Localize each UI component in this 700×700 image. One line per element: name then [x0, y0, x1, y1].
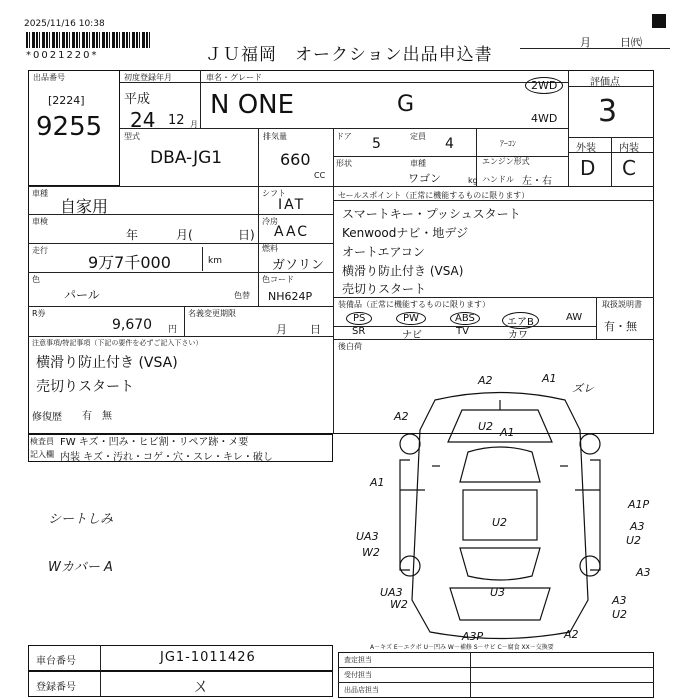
capacity-label: 定員	[410, 132, 426, 141]
body-type: ワゴン	[408, 172, 441, 185]
registration-year: 24	[130, 108, 156, 132]
chassis-number: JG1-1011426	[160, 650, 256, 665]
name-change-label: 名義変更期限	[188, 309, 236, 318]
handle-value: 左・右	[522, 176, 552, 187]
svg-text:U2: U2	[492, 516, 508, 529]
displacement-unit: CC	[314, 171, 326, 180]
doors: 5	[372, 136, 381, 152]
equip-pw: PW	[396, 312, 426, 325]
interior-grade: C	[622, 156, 636, 180]
repair-value: 有	[82, 411, 92, 422]
form-title: ＪＵ福岡 オークション出品申込書	[205, 45, 493, 65]
shift: IAT	[278, 197, 306, 213]
fuel: ガソリン	[272, 258, 325, 273]
drive-alt: 4WD	[531, 112, 558, 125]
legend-label-1: 検査員	[30, 437, 54, 446]
repair-label: 修復歴	[32, 412, 62, 423]
legend-row-2: 内装 キズ・汚れ・コゲ・穴・スレ・キレ・破し	[60, 452, 273, 463]
fuel-label: 燃料	[262, 244, 278, 253]
svg-text:A2: A2	[564, 628, 579, 641]
exterior-grade: D	[580, 156, 596, 180]
inspection-label: 車検	[32, 217, 48, 226]
vehicle-name-label: 車名・グレード	[206, 73, 262, 82]
equip-abs: ABS	[450, 312, 480, 325]
svg-text:U3: U3	[490, 586, 506, 599]
inspector-label: 査定担当	[344, 656, 372, 664]
diagram-legend: A－キズ E－エクボ U－凹み W－補修 S－サビ C－腐食 XX－交換要	[370, 644, 554, 651]
reg-mark: ㄨ	[192, 676, 210, 697]
color-change-label: 色替	[234, 291, 250, 300]
svg-text:A3: A3	[630, 520, 645, 533]
handwritten-note-2: Wカバー A	[48, 560, 113, 575]
model-label: 型式	[124, 132, 140, 141]
reg-label: 登録番号	[36, 682, 76, 693]
capacity: 4	[445, 136, 454, 152]
rep-label: 出品店担当	[344, 686, 379, 694]
barcode	[26, 32, 150, 48]
equip-sr: SR	[352, 326, 366, 337]
receipt-label: 受付担当	[344, 671, 372, 679]
barcode-number: *0021220*	[26, 50, 99, 61]
body-label: 車種	[410, 159, 426, 168]
svg-text:A1: A1	[542, 372, 557, 385]
equip-ps: PS	[346, 312, 372, 325]
color: パール	[64, 288, 100, 302]
shift-label: シフト	[262, 189, 286, 198]
notes-label: 注意事項/特記事項（下記の要件を必ずご記入下さい）	[32, 339, 203, 347]
shape-label: 形状	[336, 159, 352, 168]
print-datetime: 2025/11/16 10:38	[24, 19, 105, 29]
registration-month-unit: 月	[190, 120, 198, 129]
equip-leather: カワ	[508, 330, 528, 341]
evaluation-score: 3	[598, 94, 618, 129]
mileage: 9万7千000	[88, 253, 171, 272]
inspection-day: 日)	[238, 228, 255, 242]
svg-text:U2: U2	[612, 608, 628, 621]
vehicle-name: N ONE	[210, 90, 295, 120]
notes-line-1: 横滑り防止付き (VSA)	[36, 355, 178, 371]
handwritten-note-1: シートしみ	[48, 512, 114, 527]
load-unit: kg	[468, 176, 478, 185]
mileage-unit: km	[208, 256, 222, 266]
lot-label: 出品番号	[33, 73, 65, 82]
sales-point-1: スマートキー・プッシュスタート	[342, 207, 521, 221]
svg-text:A1: A1	[370, 476, 385, 489]
lot-sub-number: [2224]	[48, 94, 85, 107]
svg-text:A2: A2	[394, 410, 409, 423]
svg-text:A1: A1	[500, 426, 515, 439]
recycle-amount: 9,670	[112, 317, 153, 333]
usage-type-label: 車種	[32, 189, 48, 198]
drive-circled: 2WD	[525, 77, 563, 94]
svg-text:W2: W2	[362, 546, 380, 559]
svg-text:W2: W2	[390, 598, 408, 611]
corner-marker	[652, 14, 666, 28]
mileage-label: 走行	[32, 246, 48, 255]
equip-navi: ナビ	[402, 330, 422, 341]
handle-label: ハンドル	[482, 175, 514, 184]
recycle-unit: 円	[168, 325, 178, 335]
vehicle-grade: G	[397, 92, 415, 117]
model-code: DBA-JG1	[150, 148, 223, 168]
inspection-year: 年	[126, 228, 139, 242]
svg-text:U2: U2	[626, 534, 642, 547]
name-change-month: 月	[276, 323, 287, 336]
engine-label: エンジン形式	[482, 157, 530, 166]
interior-label: 内装	[619, 143, 639, 154]
equip-tv: TV	[456, 326, 469, 337]
usage-type: 自家用	[60, 197, 109, 216]
displacement: 660	[280, 150, 311, 169]
exterior-label: 外装	[576, 143, 596, 154]
svg-text:ズレ: ズレ	[572, 382, 594, 395]
registration-era: 平成	[124, 92, 151, 107]
legend-row-1: FW キズ・凹み・ヒビ割・リペア跡・メ要	[60, 437, 249, 448]
color-label: 色	[32, 275, 40, 284]
registration-label: 初度登録年月	[124, 73, 172, 82]
footer-staff-box	[338, 652, 654, 698]
svg-text:A3: A3	[612, 594, 627, 607]
sales-point-5: 売切りスタート	[342, 282, 427, 296]
aircon-label-top: ｱｰｺﾝ	[500, 139, 516, 148]
chassis-label: 車台番号	[36, 656, 76, 667]
date-day: 日㈹	[620, 36, 642, 49]
rear-box-label: 後白荷	[338, 342, 362, 351]
equipment-label: 装備品（正常に機能するものに限ります）	[338, 300, 490, 309]
color-code: NH624P	[268, 290, 313, 303]
svg-text:A3P: A3P	[462, 630, 484, 643]
svg-text:UA3: UA3	[380, 586, 403, 599]
aircon-label: 冷房	[262, 217, 278, 226]
evaluation-label: 評価点	[590, 77, 620, 88]
doors-label: ドア	[336, 132, 352, 141]
equip-aw: AW	[566, 312, 583, 323]
legend-label-2: 記入欄	[30, 450, 54, 459]
notes-line-2: 売切りスタート	[36, 379, 134, 395]
sales-points-label: セールスポイント（正常に機能するものに限ります）	[338, 191, 530, 200]
equip-airbag: エアB	[502, 312, 539, 329]
repair-suffix: 無	[102, 411, 112, 422]
inspection-month: 月(	[176, 228, 193, 242]
svg-text:A2: A2	[478, 374, 493, 387]
displacement-label: 排気量	[263, 132, 287, 141]
sales-point-2: Kenwoodナビ・地デジ	[342, 226, 469, 240]
manual-label: 取扱説明書	[602, 300, 642, 309]
color-code-label: 色コード	[262, 275, 294, 284]
car-damage-diagram	[340, 370, 660, 650]
date-month: 月	[580, 36, 591, 49]
svg-text:UA3: UA3	[356, 530, 379, 543]
svg-text:A3: A3	[636, 566, 651, 579]
aircon: AAC	[274, 224, 310, 240]
recycle-label: R券	[32, 309, 46, 318]
sales-point-4: 横滑り防止付き (VSA)	[342, 264, 464, 278]
lot-number: 9255	[36, 112, 103, 142]
name-change-day: 日	[310, 323, 321, 336]
svg-text:U2: U2	[478, 420, 494, 433]
svg-text:A1P: A1P	[628, 498, 650, 511]
manual-value: 有・無	[604, 320, 637, 333]
registration-month: 12	[168, 113, 185, 128]
sales-point-3: オートエアコン	[342, 245, 425, 259]
